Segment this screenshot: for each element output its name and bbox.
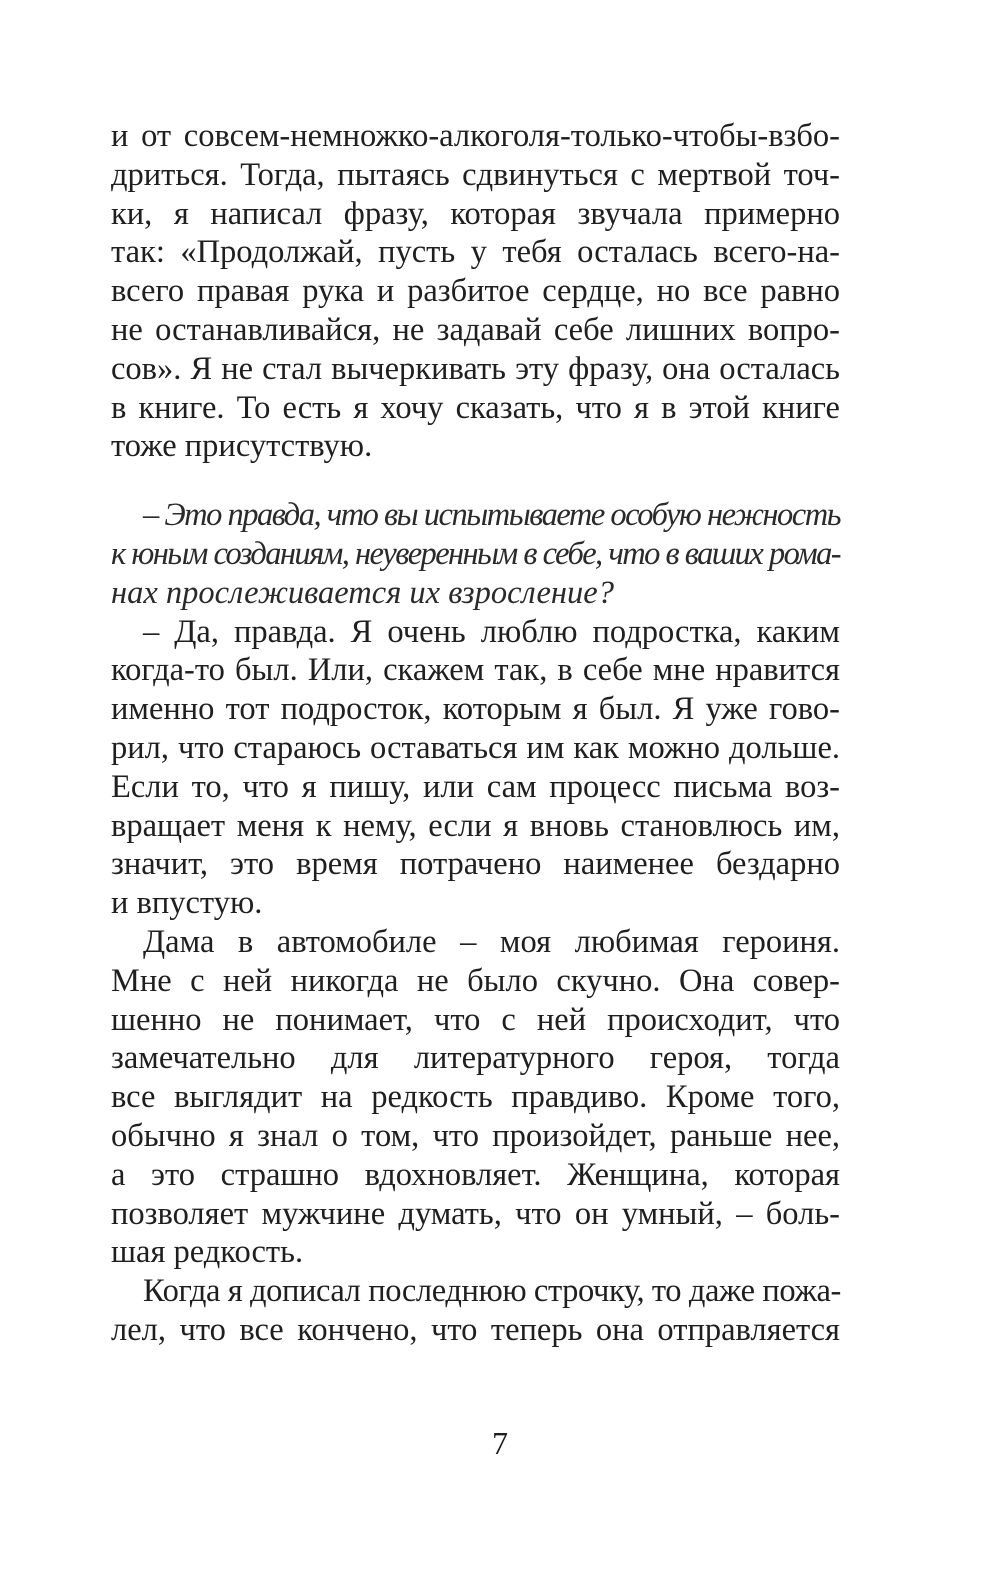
text-line: вращает меня к нему, если я вновь становлюсь им, [111, 807, 840, 844]
text-line: шая редкость. [111, 1234, 304, 1271]
text-line: Если то, что я пишу, или сам процесс письма воз- [111, 768, 840, 805]
text-line: не останавливайся, не задавай себе лишних вопро- [111, 311, 840, 348]
text-line: – Да, правда. Я очень люблю подростка, каким [143, 613, 840, 650]
text-line: Мне с ней никогда не было скучно. Она совер- [111, 962, 840, 999]
text-line: а это страшно вдохновляет. Женщина, которая [111, 1156, 840, 1193]
text-line: рил, что стараюсь оставаться им как можно дольше. [111, 729, 840, 766]
text-line: шенно не понимает, что с ней происходит, что [111, 1001, 840, 1038]
text-line: именно тот подросток, которым я был. Я уже гово- [111, 691, 840, 728]
text-line: и от совсем-немножко-алкоголя-только-чтобы-взбо- [111, 118, 840, 154]
text-line: сов». Я не стал вычеркивать эту фразу, она осталась [111, 350, 840, 387]
text-line: замечательно для литературного героя, тогда [111, 1040, 840, 1077]
text-line: всего правая рука и разбитое сердце, но все равно [111, 273, 840, 310]
interview-question [111, 496, 840, 612]
text-line: лел, что все кончено, что теперь она отправляется [111, 1311, 840, 1348]
text-line: Когда я дописал последнюю строчку, то даже пожа- [143, 1273, 841, 1310]
text-line: – Это правда, что вы испытываете особую нежность [143, 497, 840, 534]
text-line: все выглядит на редкость правдиво. Кроме того, [111, 1079, 840, 1116]
text-line: в книге. То есть я хочу сказать, что я в этой книге [111, 389, 840, 426]
text-line: ки, я написал фразу, которая звучала примерно [111, 195, 840, 232]
page-number: 7 [492, 1425, 508, 1461]
paragraph [111, 117, 840, 466]
text-line: дриться. Тогда, пытаясь сдвинуться с мертвой точ- [111, 156, 840, 193]
text-line: так: «Продолжай, пусть у тебя осталась всего-на- [111, 234, 840, 271]
body-text [111, 117, 840, 1350]
text-line: нах прослеживается их взросление? [111, 574, 614, 611]
text-line: Дама в автомобиле – моя любимая героиня. [143, 923, 840, 960]
text-line: к юным созданиям, неуверенным в себе, что в ваших рома- [111, 535, 840, 572]
paragraph [111, 923, 840, 1272]
interview-answer [111, 613, 840, 923]
text-line: значит, это время потрачено наименее бездарно [111, 846, 840, 883]
paragraph [111, 1272, 840, 1350]
text-line: когда-то был. Или, скажем так, в себе мне нравится [111, 652, 840, 689]
text-line: тоже присутствую. [111, 428, 373, 465]
text-line: обычно я знал о том, что произойдет, раньше нее, [111, 1117, 840, 1154]
text-line: позволяет мужчине думать, что он умный, – боль- [111, 1195, 840, 1232]
text-line: и впустую. [111, 885, 263, 922]
